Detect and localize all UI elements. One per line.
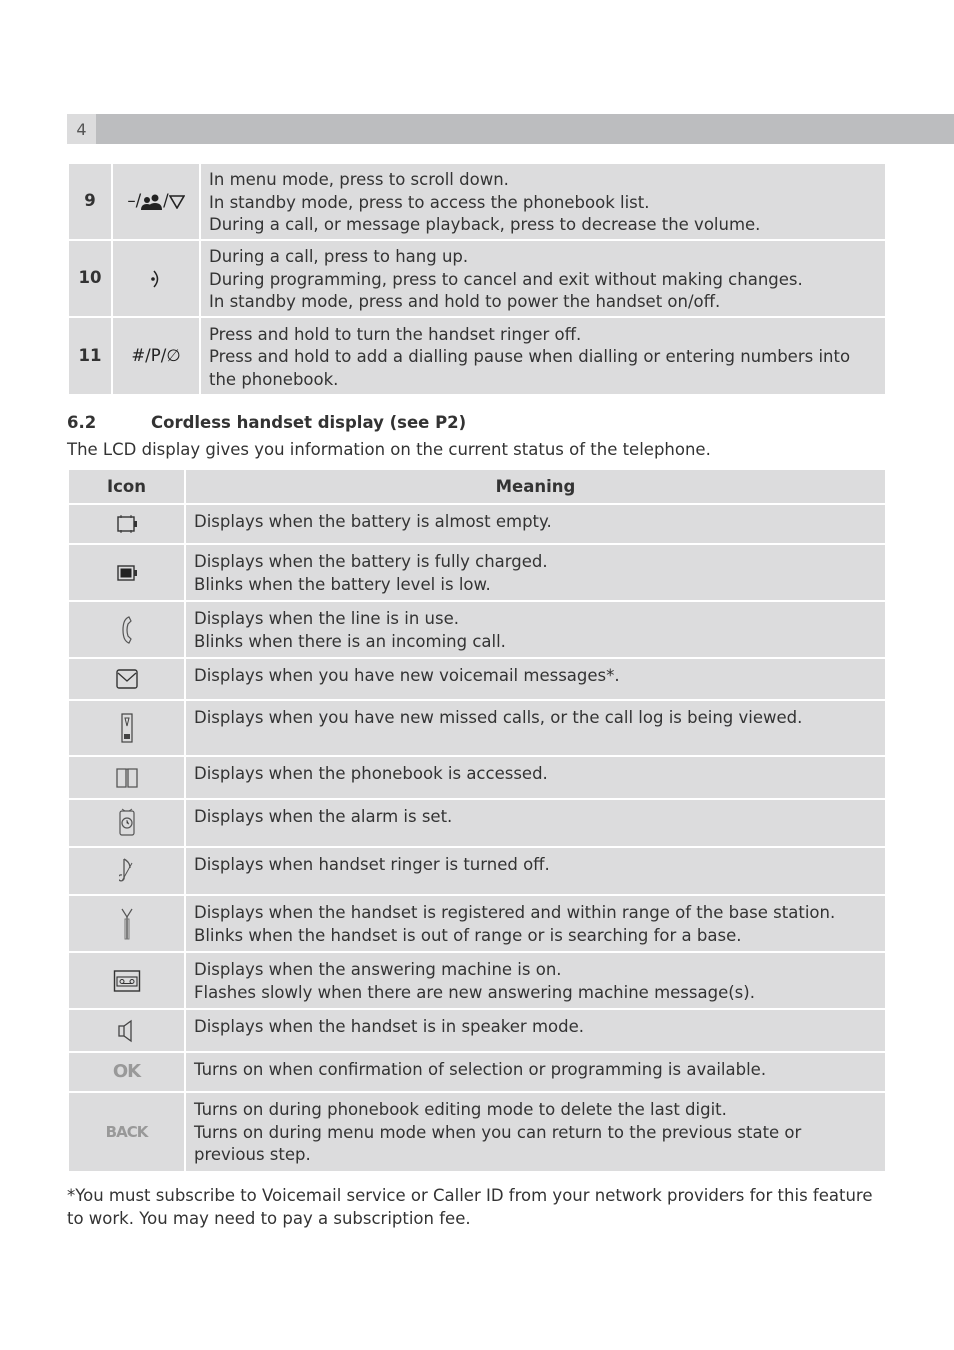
table-row [69,545,885,600]
meaning-cell [186,757,885,798]
description-line: In standby mode, press to access the phonebook list. [209,192,650,212]
phonebook-people-icon [141,194,163,210]
meaning-line: Blinks when the handset is out of range or is searching for a base. [194,925,742,945]
table-row [69,659,885,699]
description-line: In menu mode, press to scroll down. [209,170,509,190]
section-intro: The LCD display gives you information on the current status of the telephone. [67,440,711,459]
table-row [69,953,885,1008]
table-header-row [69,470,885,503]
section-title: Cordless handset display (see P2) [151,413,467,432]
column-header-meaning: Meaning [186,470,885,503]
table-row [69,602,885,657]
meaning-line: Displays when the answering machine is on. [194,960,562,979]
meaning-cell [186,1010,885,1051]
description-line: Press and hold to add a dialling pause when dialling or entering numbers into the phonebook. [209,347,851,389]
back-icon: BACK [105,1122,148,1141]
key-function-table [67,162,887,396]
meaning-cell [186,1093,885,1171]
icon-cell [69,602,184,657]
meaning-line: Displays when handset ringer is turned off. [194,855,550,874]
meaning-line: Displays when the handset is registered and within range of the base station. [194,903,836,922]
ringer-off-icon [119,855,135,887]
speaker-icon [117,1018,137,1044]
alarm-clock-icon [118,807,136,839]
page-number: 4 [67,114,96,144]
table-row [69,757,885,798]
meaning-line: Displays when the phonebook is accessed. [194,764,548,783]
missed-call-icon [119,712,135,744]
meaning-line: Blinks when there is an incoming call. [194,631,506,651]
icon-cell [69,1010,184,1051]
meaning-cell [186,545,885,600]
handset-line-icon [120,615,134,645]
meaning-cell [186,896,885,951]
section-number: 6.2 [67,413,97,432]
meaning-line: Blinks when the battery level is low. [194,574,491,594]
icon-cell [69,1053,184,1091]
key-number: 10 [69,241,111,316]
header-bar [67,114,954,144]
ok-icon: OK [112,1060,141,1082]
description-line: During a call, or message playback, press to decrease the volume. [209,215,761,235]
key-symbol-down-phonebook [113,164,199,239]
meaning-cell [186,659,885,699]
section-heading [67,413,466,432]
key-symbol-end-call [113,241,199,316]
end-call-icon [149,269,163,289]
display-icon-table [67,468,887,1173]
meaning-cell [186,701,885,755]
key-number: 9 [69,164,111,239]
icon-cell [69,800,184,846]
icon-cell [69,505,184,543]
key-description [201,241,885,316]
icon-cell [69,896,184,951]
meaning-line: Displays when the line is in use. [194,609,459,628]
envelope-icon [115,667,139,691]
key-description [201,164,885,239]
table-row [69,800,885,846]
meaning-cell [186,602,885,657]
table-row [69,164,885,239]
key-symbol-hash-pause: #/P/∅ [113,318,199,394]
meaning-cell [186,505,885,543]
description-line: During programming, press to cancel and exit without making changes. [209,269,803,289]
table-row [69,505,885,543]
meaning-line: Flashes slowly when there are new answering machine message(s). [194,982,755,1002]
meaning-cell [186,848,885,894]
table-row [69,701,885,755]
signal-antenna-icon [120,907,134,941]
meaning-cell [186,800,885,846]
table-row [69,1010,885,1051]
icon-cell [69,848,184,894]
icon-cell [69,701,184,755]
meaning-line: Turns on during menu mode when you can return to the previous state or previous step. [194,1122,802,1164]
description-line: Press and hold to turn the handset ringer off. [209,324,582,344]
table-row [69,241,885,316]
meaning-line: Displays when you have new voicemail messages*. [194,666,620,685]
description-line: During a call, press to hang up. [209,247,469,267]
icon-cell [69,953,184,1008]
table-row [69,848,885,894]
meaning-cell [186,953,885,1008]
battery-full-icon [116,563,138,583]
triangle-down-icon [169,195,185,209]
icon-cell [69,757,184,798]
answering-machine-icon [113,969,141,993]
icon-cell [69,1093,184,1171]
meaning-line: Displays when the battery is almost empty. [194,512,552,531]
key-symbol-text: –/ [127,191,142,211]
description-line: In standby mode, press and hold to power the handset on/off. [209,292,721,312]
meaning-cell [186,1053,885,1091]
column-header-icon: Icon [69,470,184,503]
table-row [69,318,885,394]
key-symbol-sep: / [163,191,169,211]
key-number: 11 [69,318,111,394]
table-row [69,1053,885,1091]
meaning-line: Turns on during phonebook editing mode to delete the last digit. [194,1100,727,1119]
meaning-line: Displays when the battery is fully charged. [194,552,548,571]
meaning-line: Displays when you have new missed calls, or the call log is being viewed. [194,708,803,727]
battery-empty-icon [116,514,138,534]
meaning-line: Displays when the handset is in speaker mode. [194,1017,584,1036]
key-description [201,318,885,394]
footnote: *You must subscribe to Voicemail service or Caller ID from your network providers for this feature to work. You may need to pay a subscription fee. [67,1186,873,1228]
icon-cell [69,545,184,600]
meaning-line: Turns on when confirmation of selection or programming is available. [194,1060,767,1079]
table-row [69,1093,885,1171]
phonebook-icon [115,766,139,790]
table-row [69,896,885,951]
icon-cell [69,659,184,699]
meaning-line: Displays when the alarm is set. [194,807,453,826]
